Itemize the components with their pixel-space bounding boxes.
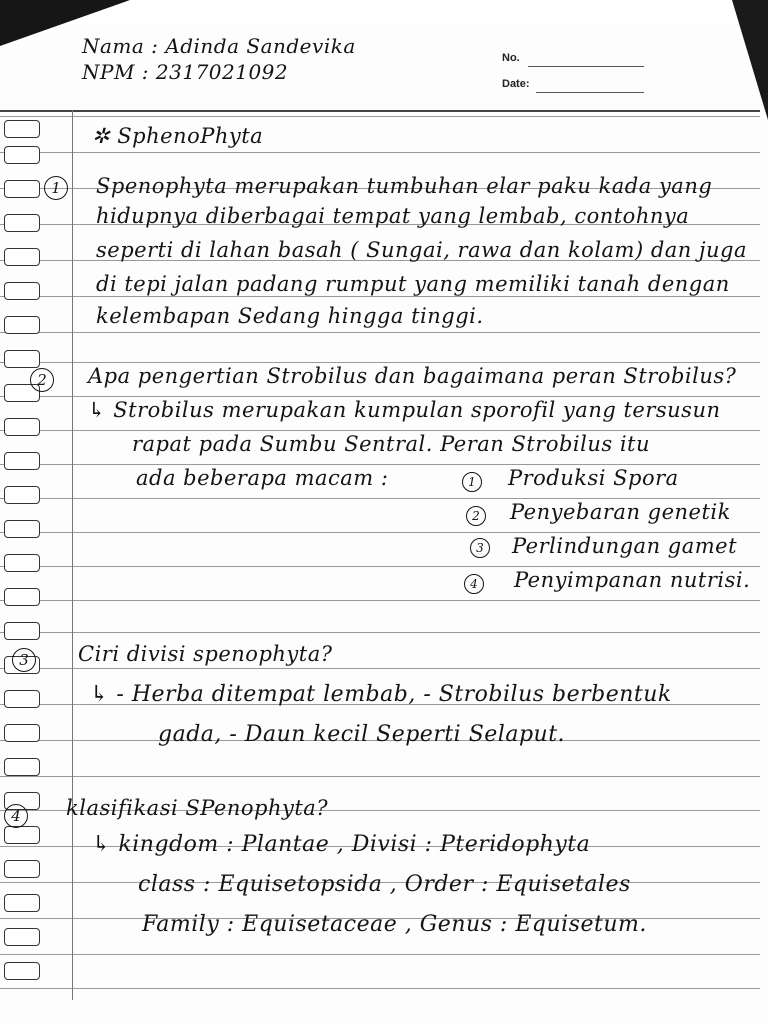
q2-answer-line-3: ada beberapa macam : [136, 466, 389, 490]
binder-ring [4, 588, 40, 606]
binder-ring [4, 520, 40, 538]
question-number-1: 1 [44, 176, 68, 200]
date-label: Date: [502, 78, 530, 90]
question-number-2: 2 [30, 368, 54, 392]
binder-ring [4, 928, 40, 946]
q4-question: klasifikasi SPenophyta? [66, 796, 329, 820]
binder-ring [4, 758, 40, 776]
ruled-line [0, 954, 760, 955]
ruled-line [0, 396, 760, 397]
binder-ring [4, 486, 40, 504]
ruled-line [0, 152, 760, 153]
ruled-line [0, 332, 760, 333]
ruled-line [0, 296, 760, 297]
header-rule-2 [0, 116, 760, 117]
student-name: Nama : Adinda Sandevika [82, 34, 356, 58]
binder-ring [4, 418, 40, 436]
binder-ring [4, 146, 40, 164]
role-item-2: Penyebaran genetik [510, 500, 731, 524]
role-number-1: 1 [462, 472, 482, 492]
binder-ring [4, 452, 40, 470]
binder-ring [4, 120, 40, 138]
margin-line [72, 110, 73, 1000]
ruled-line [0, 632, 760, 633]
binder-ring [4, 350, 40, 368]
binder-ring [4, 690, 40, 708]
q2-answer-line-2: rapat pada Sumbu Sentral. Peran Strobilus itu [132, 432, 651, 456]
q2-answer-line-1: ↳ Strobilus merupakan kumpulan sporofil yang tersusun [88, 398, 721, 422]
q1-line-5: kelembapan Sedang hingga tinggi. [96, 304, 484, 328]
role-number-3: 3 [470, 538, 490, 558]
role-item-1: Produksi Spora [508, 466, 679, 490]
binder-ring [4, 282, 40, 300]
role-item-4: Penyimpanan nutrisi. [514, 568, 751, 592]
binder-ring [4, 826, 40, 844]
binder-ring [4, 622, 40, 640]
no-label: No. [502, 52, 520, 64]
question-number-4: 4 [4, 804, 28, 828]
ruled-line [0, 532, 760, 533]
student-npm: NPM : 2317021092 [82, 60, 289, 84]
q4-answer-line-1: ↳ kingdom : Plantae , Divisi : Pteridophyta [92, 832, 591, 857]
q1-line-2: hidupnya diberbagai tempat yang lembab, contohnya [96, 204, 690, 228]
no-fill-line [528, 66, 644, 67]
ruled-line [0, 566, 760, 567]
ruled-line [0, 498, 760, 499]
q1-line-1: Spenophyta merupakan tumbuhan elar paku kada yang [96, 174, 713, 198]
ruled-line [0, 464, 760, 465]
q4-answer-line-2: class : Equisetopsida , Order : Equisetales [138, 872, 631, 897]
ruled-line [0, 600, 760, 601]
role-number-2: 2 [466, 506, 486, 526]
ruled-line [0, 988, 760, 989]
binder-ring [4, 554, 40, 572]
date-fill-line [536, 92, 644, 93]
binder-ring [4, 180, 40, 198]
binder-ring [4, 214, 40, 232]
role-item-3: Perlindungan gamet [512, 534, 738, 558]
q1-line-4: di tepi jalan padang rumput yang memiliki tanah dengan [96, 272, 730, 296]
ruled-line [0, 776, 760, 777]
question-number-3: 3 [12, 648, 36, 672]
ruled-line [0, 362, 760, 363]
page-title: ✲ SphenoPhyta [92, 124, 264, 148]
binder-ring [4, 248, 40, 266]
q2-question: Apa pengertian Strobilus dan bagaimana peran Strobilus? [88, 364, 737, 388]
role-number-4: 4 [464, 574, 484, 594]
binder-ring [4, 962, 40, 980]
binder-ring [4, 860, 40, 878]
header-rule [0, 110, 760, 112]
q3-question: Ciri divisi spenophyta? [78, 642, 333, 666]
binder-ring [4, 724, 40, 742]
ruled-line [0, 668, 760, 669]
ruled-line [0, 430, 760, 431]
binder-ring [4, 894, 40, 912]
binder-ring [4, 316, 40, 334]
q4-answer-line-3: Family : Equisetaceae , Genus : Equisetum. [142, 912, 647, 937]
q3-answer-line-1: ↳ - Herba ditempat lembab, - Strobilus berbentuk [90, 682, 672, 707]
q1-line-3: seperti di lahan basah ( Sungai, rawa dan kolam) dan juga [96, 238, 747, 262]
q3-answer-line-2: gada, - Daun kecil Seperti Selaput. [158, 722, 566, 747]
